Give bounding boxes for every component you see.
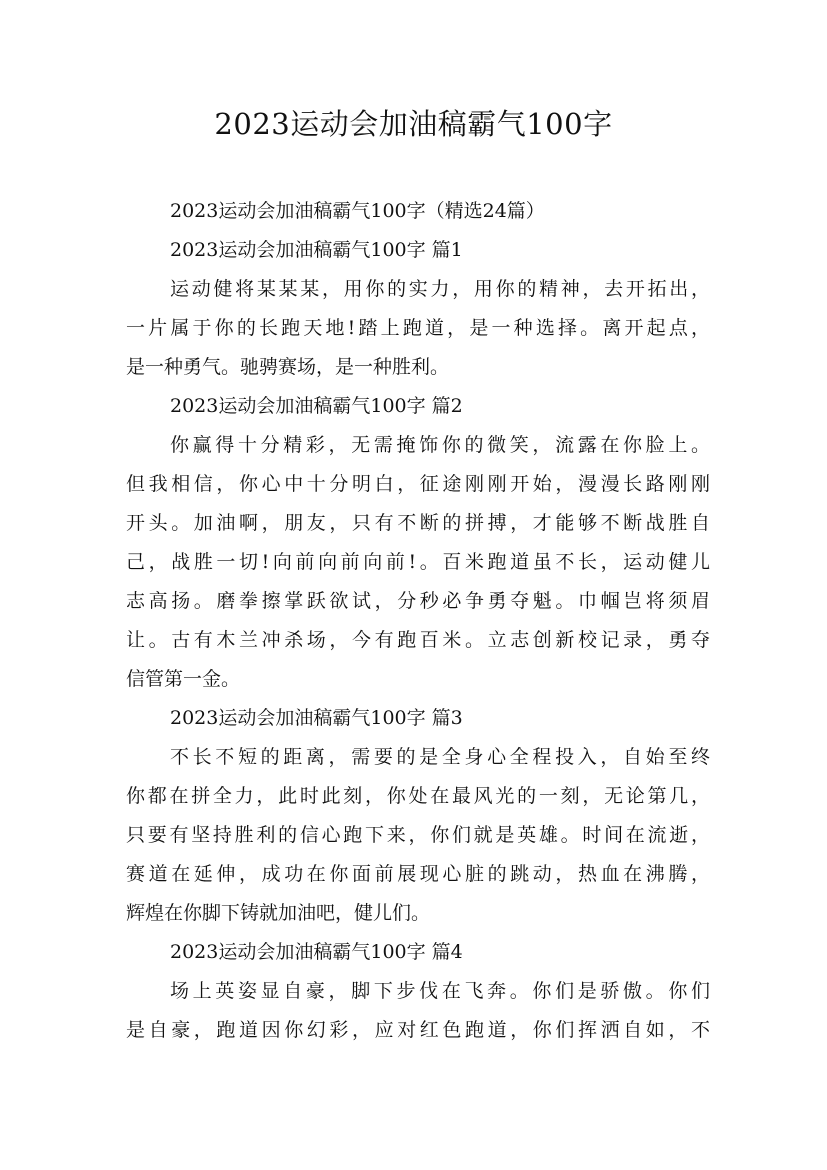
document-line: 是一种勇气。驰骋赛场，是一种胜利。 [126, 356, 450, 378]
document-line: 2023运动会加油稿霸气100字（精选24篇） [170, 200, 545, 222]
document-line: 但我相信，你心中十分明白，征途刚刚开始，漫漫长路刚刚 [126, 473, 710, 495]
document-line: 让。古有木兰冲杀场，今有跑百米。立志创新校记录，勇夺 [126, 629, 710, 651]
document-line: 你赢得十分精彩，无需掩饰你的微笑，流露在你脸上。 [170, 434, 710, 456]
document-line: 开头。加油啊，朋友，只有不断的拼搏，才能够不断战胜自 [126, 512, 710, 534]
document-line: 2023运动会加油稿霸气100字 篇1 [170, 239, 463, 261]
document-line: 辉煌在你脚下铸就加油吧，健儿们。 [126, 902, 431, 924]
document-line: 2023运动会加油稿霸气100字 篇3 [170, 707, 463, 729]
document-body [126, 192, 710, 1050]
document-line: 赛道在延伸，成功在你面前展现心脏的跳动，热血在沸腾， [126, 863, 710, 885]
document-line: 运动健将某某某，用你的实力，用你的精神，去开拓出， [170, 278, 710, 300]
document-line: 一片属于你的长跑天地!踏上跑道，是一种选择。离开起点， [126, 317, 710, 339]
document-line: 是自豪，跑道因你幻彩，应对红色跑道，你们挥洒自如，不 [126, 1019, 710, 1041]
document-line: 你都在拼全力，此时此刻，你处在最风光的一刻，无论第几， [126, 785, 710, 807]
document-line: 志高扬。磨拳擦掌跃欲试，分秒必争勇夺魁。巾帼岂将须眉 [126, 590, 710, 612]
document-line: 己，战胜一切!向前向前向前!。百米跑道虽不长，运动健儿 [126, 551, 710, 573]
document-line: 信管第一金。 [126, 668, 241, 690]
document-line: 不长不短的距离，需要的是全身心全程投入，自始至终 [170, 746, 710, 768]
document-line: 2023运动会加油稿霸气100字 篇4 [170, 941, 463, 963]
document-line: 场上英姿显自豪，脚下步伐在飞奔。你们是骄傲。你们 [170, 980, 710, 1002]
document-line: 2023运动会加油稿霸气100字 篇2 [170, 395, 463, 417]
document-line: 只要有坚持胜利的信心跑下来，你们就是英雄。时间在流逝， [126, 824, 710, 846]
document-title: 2023运动会加油稿霸气100字 [214, 107, 613, 141]
